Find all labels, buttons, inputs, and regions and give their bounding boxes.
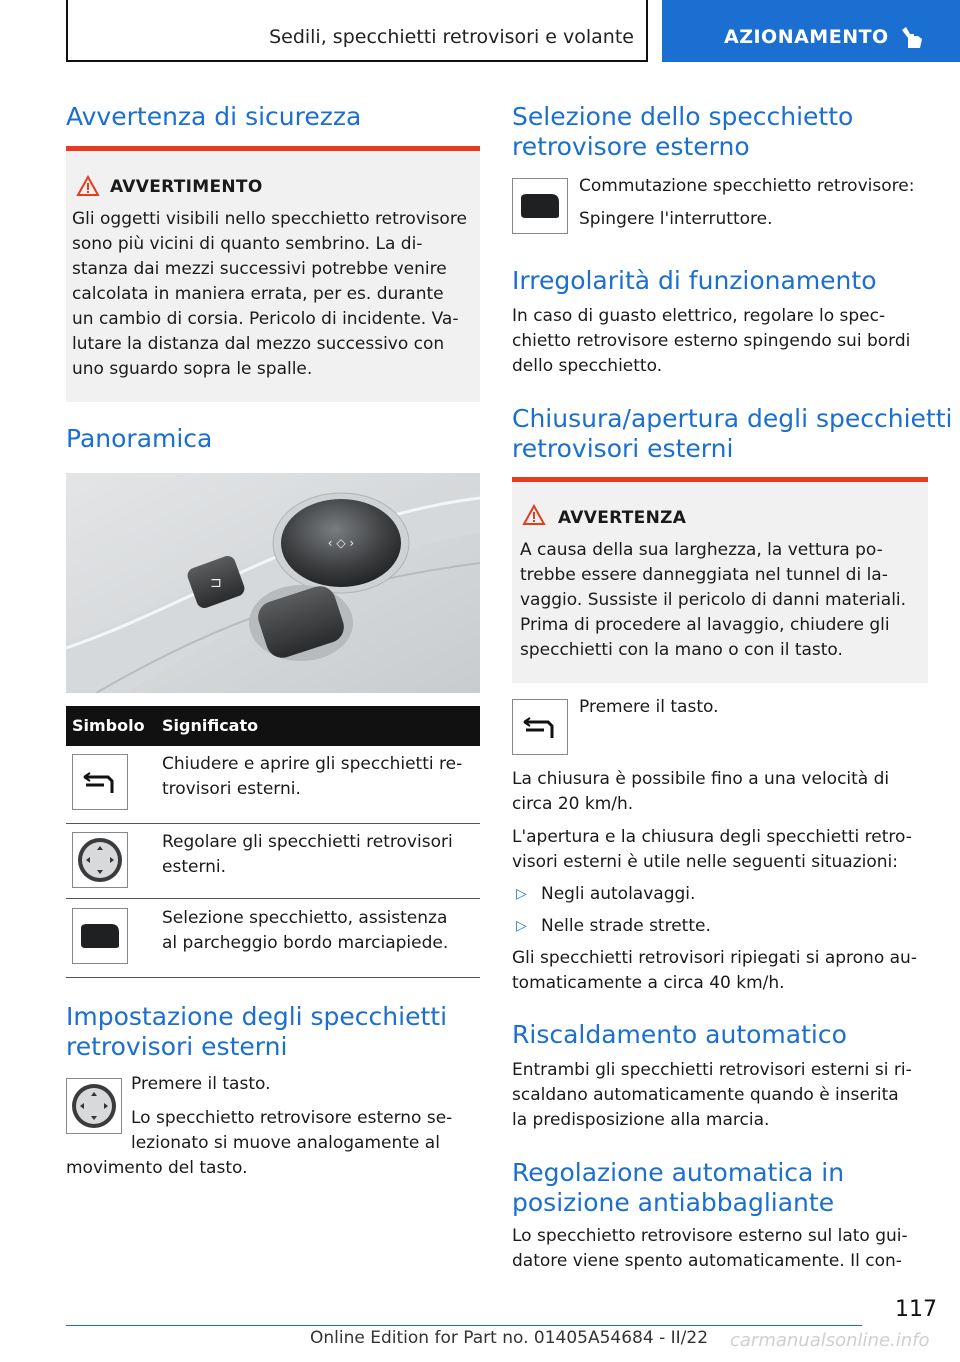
warning-text: A causa della sua larghezza, la vettura po- trebbe essere danneggiata nel tunnel di la- vaggio. Sussiste il pericolo di danni materiali. Prima di procedere al lavaggio, chiudere gli specchietti con la mano o con il tasto. [520,540,907,660]
table-row-icon [72,754,128,810]
fold-heading: Chiusura/apertura degli specchietti retrovisori esterni [512,404,953,463]
overview-heading: Panoramica [66,424,213,453]
warning-triangle-icon [522,504,546,526]
malfunction-heading: Irregolarità di funzionamento [512,266,877,295]
adjust-step-2-cont: movimento del tasto. [66,1158,248,1178]
mirror-select-icon [77,920,123,952]
bullet-item: Negli autolavaggi. [541,884,696,904]
svg-text:⊐: ⊐ [210,575,222,591]
table-row-icon [72,908,128,964]
hand-pointer-icon [898,24,924,52]
warning-label: AVVERTENZA [558,508,687,528]
footer-divider [66,1325,862,1326]
select-icon-box [512,178,568,234]
bullet-marker: ▷ [516,918,527,934]
page-number: 117 [895,1297,937,1322]
warning-label: AVVERTIMENTO [110,177,263,197]
mirror-adjust-icon [70,1082,118,1130]
table-divider [66,823,480,824]
warning-text: Gli oggetti visibili nello specchietto retrovisore sono più vicini di quanto sembrino. La di- stanza dai mezzi successivi potrebbe venire calcolata in maniera errata, per es. durante un cambio di corsia. Pericolo di incidente. Va- lutare la distanza dal mezzo successivo con uno sguardo sopra le spalle. [72,209,467,379]
fold-text: La chiusura è possibile fino a una velocità di circa 20 km/h. L'apertura e la chiusura degli specchietti retro- visori esterni è utile nelle seguenti situazioni: [512,769,912,872]
adjust-heading: Impostazione degli specchietti retrovisori esterni [66,1002,448,1061]
chapter-tab-label: AZIONAMENTO [724,26,889,48]
malfunction-text: In caso di guasto elettrico, regolare lo spec- chietto retrovisore esterno spingendo sui bordi dello specchietto. [512,306,911,376]
svg-text:‹ ◇ ›: ‹ ◇ › [327,536,355,550]
warning-box [512,477,928,683]
select-text-1: Commutazione specchietto retrovisore: [579,176,915,196]
dimming-text: Lo specchietto retrovisore esterno sul lato gui- datore viene spento automaticamente. Il con- [512,1226,908,1271]
adjust-step-2: Lo specchietto retrovisore esterno se- lezionato si muove analogamente al [131,1108,453,1153]
symbol-table-header [66,706,480,746]
table-row-text: Regolare gli specchietti retrovisori esterni. [162,832,453,877]
col-meaning-header: Significato [162,716,259,735]
press-button-text: Premere il tasto. [579,697,719,717]
adjust-button-icon-box [66,1078,122,1134]
col-symbol-header: Simbolo [72,716,145,735]
mirror-adjust-icon [76,836,124,884]
safety-heading: Avvertenza di sicurezza [66,102,362,131]
warning-triangle-icon [76,175,100,197]
chapter-tab [662,0,960,62]
running-header [66,0,648,62]
heating-text: Entrambi gli specchietti retrovisori esterni si ri- scaldano automaticamente quando è inserita la predisposizione alla marcia. [512,1060,912,1130]
heating-heading: Riscaldamento automatico [512,1020,847,1049]
bullet-item: Nelle strade strette. [541,916,711,936]
fold-icon-box [512,699,568,755]
auto-open-text: Gli specchietti retrovisori ripiegati si aprono au- tomaticamente a circa 40 km/h. [512,948,917,993]
table-divider [66,977,480,978]
dimming-heading: Regolazione automatica in posizione antiabbagliante [512,1158,845,1217]
table-row-text: Selezione specchietto, assistenza al parcheggio bordo marciapiede. [162,908,449,953]
mirror-fold-icon [522,712,558,742]
bullet-marker: ▷ [516,886,527,902]
select-heading: Selezione dello specchietto retrovisore esterno [512,102,854,161]
table-divider [66,898,480,899]
table-row-icon [72,832,128,888]
mirror-fold-icon [82,767,118,797]
table-row-text: Chiudere e aprire gli specchietti re- trovisori esterni. [162,754,463,799]
edition-footer: Online Edition for Part no. 01405A54684 - II/22 [310,1328,709,1348]
watermark: carmanualsonline.info [730,1330,930,1351]
adjust-step-1: Premere il tasto. [131,1074,271,1094]
mirror-select-icon [517,190,563,222]
section-title: Sedili, specchietti retrovisori e volante [269,26,634,48]
select-text-2: Spingere l'interruttore. [579,209,773,229]
mirror-switch-photo [66,473,480,693]
warning-box [66,146,480,402]
